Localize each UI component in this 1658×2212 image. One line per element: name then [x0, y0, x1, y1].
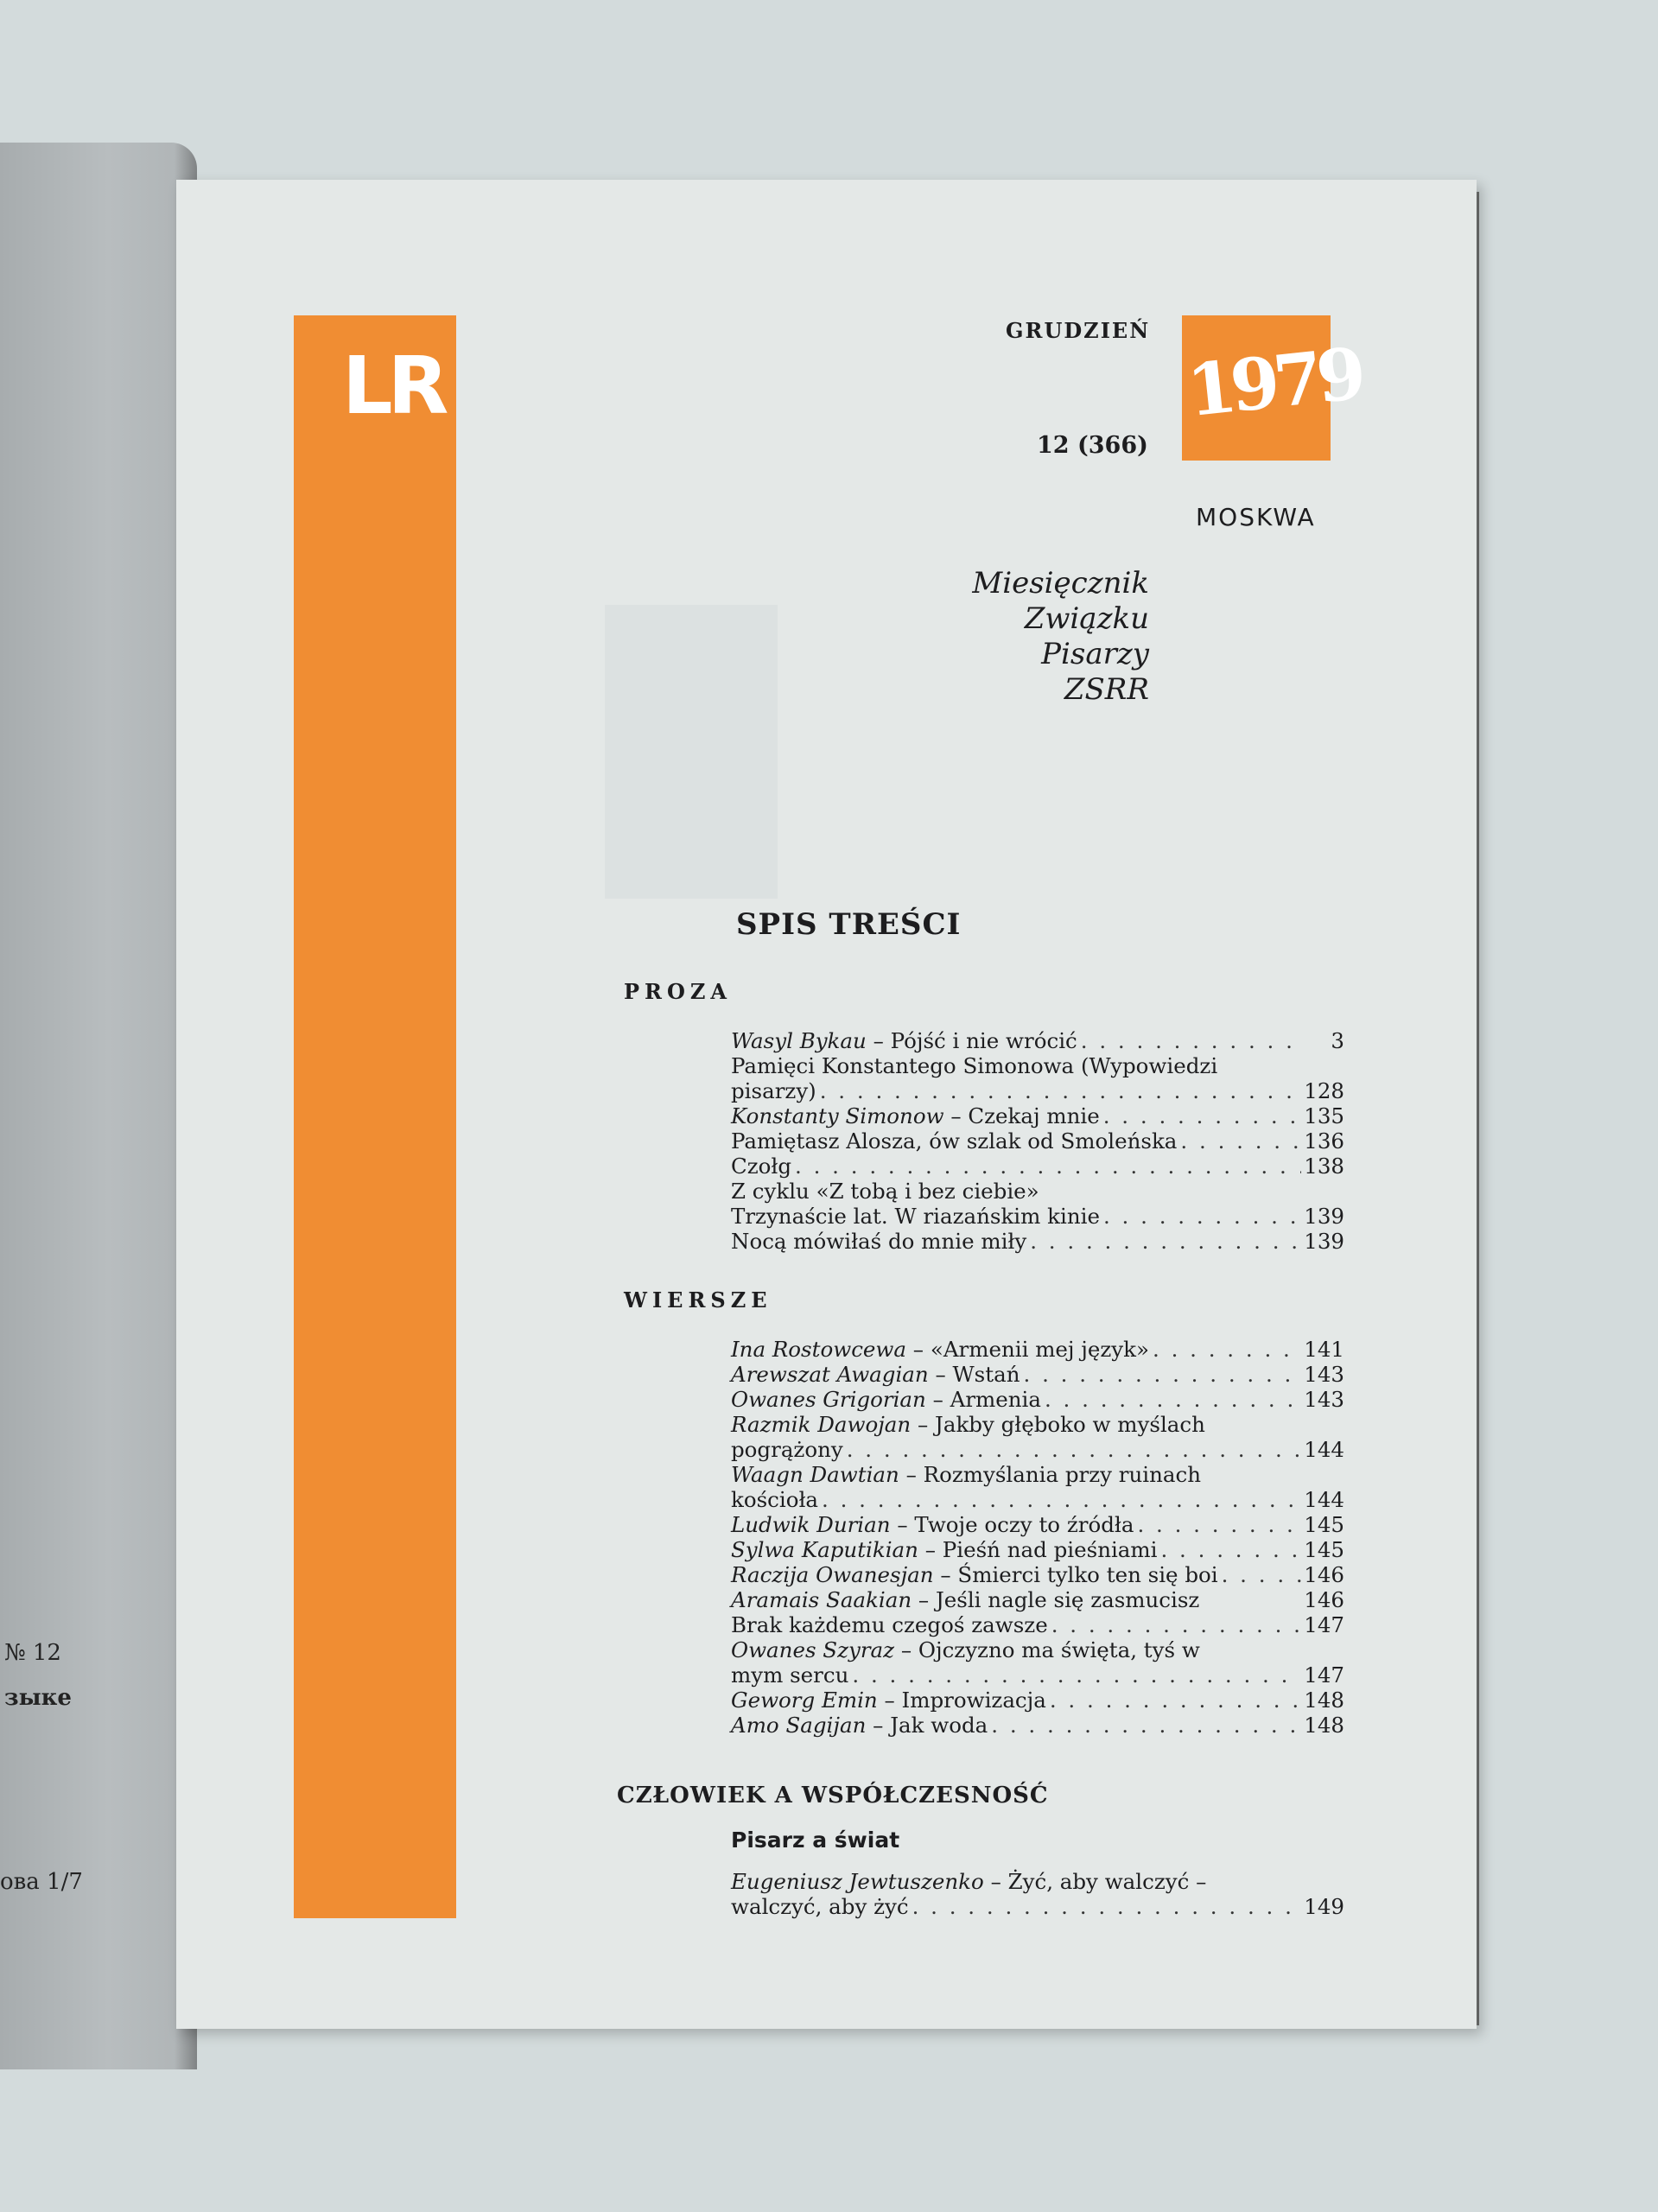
entry-author: Arewszat Awagian: [731, 1362, 929, 1387]
toc-section-proza: [731, 1028, 1344, 1254]
toc-entry: [731, 1154, 1344, 1179]
subtitle-line: Miesięcznik: [972, 566, 1149, 601]
entry-title: Pamięci Konstantego Simonowa (Wypowiedzi: [731, 1053, 1218, 1078]
entry-page: 145: [1304, 1512, 1344, 1537]
entry-title: Pamiętasz Alosza, ów szlak od Smoleńska: [731, 1128, 1178, 1154]
left-page-fragment: зыке: [4, 1685, 72, 1711]
left-facing-page: [0, 143, 197, 2069]
entry-title: Jakby głęboko w myślach: [935, 1412, 1205, 1437]
city-label: MOSKWA: [1196, 503, 1316, 531]
entry-title: Jeśli nagle się zasmucisz: [935, 1587, 1200, 1612]
toc-section-czlowiek: [731, 1869, 1344, 1919]
entry-title: Wstań: [952, 1362, 1020, 1387]
toc-entry: Aramais Saakian – Jeśli nagle się zasmucisz 146: [731, 1587, 1344, 1612]
entry-author: Ludwik Durian: [731, 1512, 891, 1537]
entry-author: Geworg Emin: [731, 1688, 878, 1713]
entry-author: Owanes Szyraz: [731, 1637, 895, 1662]
entry-title: Żyć, aby walczyć –: [1007, 1869, 1207, 1894]
toc-entry: Wasyl Bykau – Pójść i nie wrócić . . . 3: [731, 1028, 1344, 1053]
left-page-fragment: № 12: [4, 1640, 61, 1666]
section-heading-wiersze: WIERSZE: [624, 1287, 772, 1313]
entry-author: Waagn Dawtian: [731, 1462, 899, 1487]
entry-page: 138: [1304, 1154, 1344, 1179]
entry-page: 3: [1331, 1028, 1344, 1053]
entry-title: Trzynaście lat. W riazańskim kinie: [731, 1204, 1100, 1229]
entry-page: 148: [1304, 1713, 1344, 1738]
toc-entry: [731, 1053, 1344, 1078]
entry-author: Amo Sagijan: [731, 1713, 867, 1738]
entry-title: Improwizacja: [901, 1688, 1046, 1713]
toc-entry: [731, 1612, 1344, 1637]
toc-entry: Sylwa Kaputikian – Pieśń nad pieśniami . . . 145: [731, 1537, 1344, 1562]
issue-month: GRUDZIEŃ: [1006, 318, 1151, 343]
subsection-heading: Pisarz a świat: [731, 1827, 900, 1853]
entry-page: 146: [1304, 1587, 1344, 1612]
entry-author: Raczija Owanesjan: [731, 1562, 934, 1587]
entry-author: Razmik Dawojan: [731, 1412, 912, 1437]
entry-title: pisarzy): [731, 1078, 816, 1103]
entry-page: 146: [1304, 1562, 1344, 1587]
entry-author: Ina Rostowcewa: [731, 1337, 906, 1362]
entry-title: Rozmyślania przy ruinach: [923, 1462, 1201, 1487]
entry-page: 143: [1304, 1387, 1344, 1412]
toc-entry: Owanes Grigorian – Armenia . . . 143: [731, 1387, 1344, 1412]
entry-author: Owanes Grigorian: [731, 1387, 926, 1412]
toc-entry: Arewszat Awagian – Wstań . . . 143: [731, 1362, 1344, 1387]
entry-author: Eugeniusz Jewtuszenko: [731, 1869, 984, 1894]
entry-page: 147: [1304, 1612, 1344, 1637]
subtitle-line: ZSRR: [1064, 672, 1149, 707]
entry-title: walczyć, aby żyć: [731, 1894, 909, 1919]
section-heading-proza: PROZA: [624, 979, 733, 1004]
entry-title: Śmierci tylko ten się boi: [957, 1562, 1218, 1587]
left-page-fragment: ова 1/7: [0, 1869, 83, 1895]
toc-entry: Eugeniusz Jewtuszenko – Żyć, aby walczyć –: [731, 1869, 1207, 1894]
entry-title: Nocą mówiłaś do mnie miły: [731, 1229, 1027, 1254]
toc-entry: [731, 1179, 1344, 1204]
entry-title: Jak woda: [890, 1713, 988, 1738]
toc-entry: Konstanty Simonow – Czekaj mnie . . . 135: [731, 1103, 1344, 1128]
entry-page: 141: [1304, 1337, 1344, 1362]
entry-page: 147: [1304, 1662, 1344, 1688]
subtitle-line: Związku: [1024, 601, 1149, 636]
entry-title: Z cyklu «Z tobą i bez ciebie»: [731, 1179, 1039, 1204]
entry-page: 144: [1304, 1437, 1344, 1462]
toc-entry: Amo Sagijan – Jak woda . . . 148: [731, 1713, 1344, 1738]
entry-author: Sylwa Kaputikian: [731, 1537, 918, 1562]
entry-author: Konstanty Simonow: [731, 1103, 944, 1128]
section-heading-czlowiek: CZŁOWIEK A WSPÓŁCZESNOŚĆ: [617, 1783, 1049, 1808]
toc-entry: [731, 1128, 1344, 1154]
entry-author: Wasyl Bykau: [731, 1028, 867, 1053]
entry-title: Pieśń nad pieśniami: [942, 1537, 1158, 1562]
toc-entry: Razmik Dawojan – Jakby głęboko w myślach: [731, 1412, 1205, 1437]
toc-entry: Geworg Emin – Improwizacja . . . 148: [731, 1688, 1344, 1713]
entry-page: 128: [1304, 1078, 1344, 1103]
toc-entry: Raczija Owanesjan – Śmierci tylko ten się boi . . . 146: [731, 1562, 1344, 1587]
orange-stripe: [294, 315, 456, 1918]
toc-entry: Ludwik Durian – Twoje oczy to źródła . . . 145: [731, 1512, 1344, 1537]
entry-title: kościoła: [731, 1487, 819, 1512]
entry-page: 139: [1304, 1204, 1344, 1229]
entry-title: mym sercu: [731, 1662, 849, 1688]
entry-page: 144: [1304, 1487, 1344, 1512]
entry-page: 149: [1304, 1894, 1344, 1919]
entry-page: 145: [1304, 1537, 1344, 1562]
magazine-subtitle: [881, 566, 1149, 708]
toc-entry: [731, 1229, 1344, 1254]
toc-entry: [731, 1204, 1344, 1229]
toc-entry: Waagn Dawtian – Rozmyślania przy ruinach: [731, 1462, 1201, 1487]
entry-page: 143: [1304, 1362, 1344, 1387]
entry-title: Twoje oczy to źródła: [914, 1512, 1134, 1537]
subtitle-line: Pisarzy: [1041, 637, 1149, 671]
year-text: 1979: [1183, 332, 1364, 434]
entry-title: «Armenii mej język»: [930, 1337, 1149, 1362]
entry-page: 136: [1304, 1128, 1344, 1154]
toc-entry: Ina Rostowcewa – «Armenii mej język» . . . 141: [731, 1337, 1344, 1362]
entry-title: Czekaj mnie: [968, 1103, 1100, 1128]
entry-author: Aramais Saakian: [731, 1587, 912, 1612]
issue-number: 12 (366): [1037, 432, 1148, 459]
toc-section-wiersze: [731, 1337, 1344, 1738]
entry-title: Pójść i nie wrócić: [890, 1028, 1077, 1053]
entry-page: 135: [1304, 1103, 1344, 1128]
toc-entry: [731, 1078, 1344, 1103]
entry-title: Brak każdemu czegoś zawsze: [731, 1612, 1048, 1637]
toc-entry: Owanes Szyraz – Ojczyzno ma święta, tyś w: [731, 1637, 1200, 1662]
entry-title: Armenia: [950, 1387, 1041, 1412]
toc-entry: [731, 1662, 1344, 1688]
toc-title: SPIS TREŚCI: [736, 907, 962, 942]
bleed-through-shadow: [605, 605, 778, 899]
entry-title: pogrążony: [731, 1437, 843, 1462]
entry-title: Ojczyzno ma święta, tyś w: [918, 1637, 1200, 1662]
toc-entry: [731, 1487, 1344, 1512]
year-badge: [1182, 315, 1364, 461]
entry-title: Czołg: [731, 1154, 792, 1179]
toc-entry: [731, 1894, 1344, 1919]
toc-entry: [731, 1437, 1344, 1462]
entry-page: 148: [1304, 1688, 1344, 1713]
lr-logo: LR: [342, 340, 444, 432]
entry-page: 139: [1304, 1229, 1344, 1254]
